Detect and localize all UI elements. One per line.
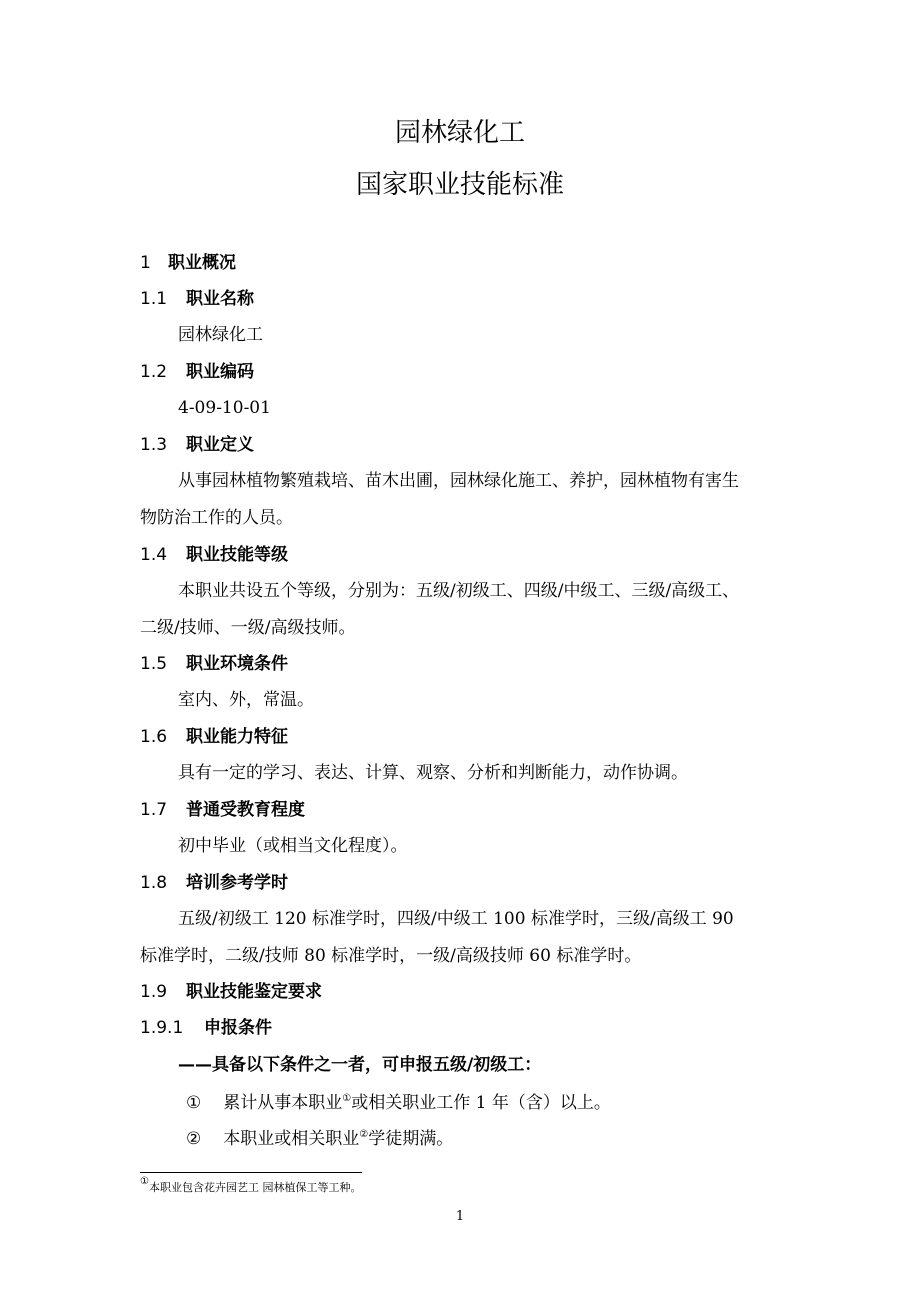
section-1-3-heading bbox=[140, 433, 254, 457]
section-title: 职业名称 bbox=[186, 289, 254, 309]
item-marker: ① bbox=[186, 1093, 202, 1113]
section-number: 1.4 bbox=[140, 545, 168, 565]
section-title: 职业环境条件 bbox=[186, 654, 288, 674]
hours-line-1: 五级/初级工 120 标准学时，四级/中级工 100 标准学时，三级/高级工 90 bbox=[178, 909, 734, 929]
condition-lead: ——具备以下条件之一者，可申报五级/初级工： bbox=[178, 1055, 542, 1075]
ability-text: 具有一定的学习、表达、计算、观察、分析和判断能力，动作协调。 bbox=[178, 763, 688, 783]
section-1-7-heading bbox=[140, 798, 305, 822]
footnote-ref: ① bbox=[342, 1093, 352, 1104]
section-title: 职业定义 bbox=[186, 435, 254, 455]
section-1-8-heading bbox=[140, 871, 288, 895]
occupation-name: 园林绿化工 bbox=[178, 325, 263, 345]
section-1-heading bbox=[140, 251, 236, 275]
section-1-6-heading bbox=[140, 725, 288, 749]
page-number: 1 bbox=[455, 1209, 465, 1224]
footnote bbox=[140, 1176, 362, 1196]
section-1-2-heading bbox=[140, 360, 254, 384]
section-number: 1.1 bbox=[140, 289, 168, 309]
section-1-5-heading bbox=[140, 652, 288, 676]
environment-text: 室内、外，常温。 bbox=[178, 690, 314, 710]
section-title: 普通受教育程度 bbox=[186, 800, 305, 820]
section-number: 1.3 bbox=[140, 435, 168, 455]
section-number: 1.9 bbox=[140, 982, 168, 1002]
occupation-code: 4-09-10-01 bbox=[178, 398, 271, 418]
section-1-9-1-heading bbox=[140, 1016, 272, 1040]
item-text: 本职业或相关职业 bbox=[223, 1129, 360, 1149]
section-title: 职业概况 bbox=[168, 253, 236, 273]
section-title: 职业能力特征 bbox=[186, 727, 288, 747]
footnote-ref: ② bbox=[359, 1129, 369, 1140]
condition-item-1 bbox=[186, 1091, 611, 1115]
section-number: 1 bbox=[140, 253, 151, 273]
definition-line-1: 从事园林植物繁殖栽培、苗木出圃，园林绿化施工、养护，园林植物有害生 bbox=[178, 471, 739, 491]
title-line-2: 国家职业技能标准 bbox=[355, 170, 564, 200]
footnote-text: 本职业包含花卉园艺工 园林植保工等工种。 bbox=[148, 1181, 362, 1194]
section-title: 职业编码 bbox=[186, 362, 254, 382]
footnote-separator bbox=[140, 1172, 362, 1173]
section-1-9-heading bbox=[140, 980, 322, 1004]
section-1-1-heading bbox=[140, 287, 254, 311]
section-title: 培训参考学时 bbox=[186, 873, 288, 893]
section-number: 1.2 bbox=[140, 362, 168, 382]
section-title: 职业技能等级 bbox=[186, 545, 288, 565]
section-number: 1.8 bbox=[140, 873, 168, 893]
education-text: 初中毕业（或相当文化程度）。 bbox=[178, 836, 408, 856]
title-line-1: 园林绿化工 bbox=[394, 118, 525, 148]
item-text: 累计从事本职业 bbox=[223, 1093, 343, 1113]
definition-line-2: 物防治工作的人员。 bbox=[140, 508, 293, 528]
item-text: 或相关职业工作 1 年（含）以上。 bbox=[351, 1093, 611, 1113]
levels-line-1: 本职业共设五个等级，分别为：五级/初级工、四级/中级工、三级/高级工、 bbox=[178, 581, 740, 601]
section-number: 1.7 bbox=[140, 800, 168, 820]
footnote-marker: ① bbox=[140, 1176, 149, 1187]
levels-line-2: 二级/技师、一级/高级技师。 bbox=[140, 618, 356, 638]
item-text: 学徒期满。 bbox=[368, 1129, 454, 1149]
section-number: 1.5 bbox=[140, 654, 168, 674]
section-number: 1.9.1 bbox=[140, 1018, 184, 1038]
section-title: 职业技能鉴定要求 bbox=[186, 982, 322, 1002]
section-number: 1.6 bbox=[140, 727, 168, 747]
item-marker: ② bbox=[186, 1129, 202, 1149]
condition-item-2 bbox=[186, 1127, 453, 1151]
section-1-4-heading bbox=[140, 543, 288, 567]
section-title: 申报条件 bbox=[204, 1018, 272, 1038]
hours-line-2: 标准学时，二级/技师 80 标准学时，一级/高级技师 60 标准学时。 bbox=[140, 946, 642, 966]
